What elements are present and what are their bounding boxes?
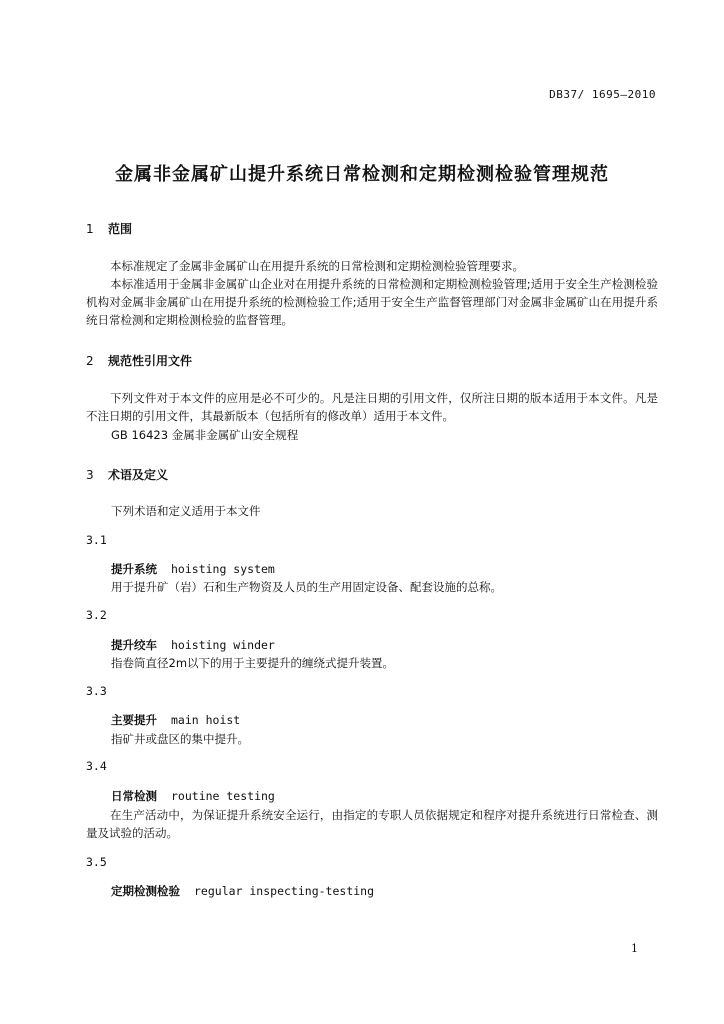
term-entry [111,637,275,653]
term-definition: 指卷筒直径2m以下的用于主要提升的缠绕式提升装置。 [111,656,395,670]
normative-reference: GB 16423 金属非金属矿山安全规程 [111,428,299,442]
term-english: routine testing [171,789,275,803]
section-title: 规范性引用文件 [108,354,193,368]
term-chinese: 提升系统 [111,562,157,576]
term-chinese: 提升绞车 [111,638,157,652]
term-entry [111,712,240,728]
term-chinese: 日常检测 [111,789,157,803]
term-number: 3.5 [86,855,107,869]
term-english: regular inspecting-testing [194,884,375,898]
section-3-intro: 下列术语和定义适用于本文件 [111,504,261,518]
section-title: 范围 [108,222,133,236]
term-definition: 指矿井或盘区的集中提升。 [111,732,249,746]
section-1-heading [86,220,132,237]
section-title: 术语及定义 [108,468,169,482]
term-english: hoisting system [171,562,275,576]
section-1-paragraph-1: 本标准规定了金属非金属矿山在用提升系统的日常检测和定期检测检验管理要求。 [110,259,524,273]
term-entry [111,561,275,577]
term-number: 3.1 [86,533,107,547]
term-entry [111,883,374,899]
term-english: hoisting winder [171,638,275,652]
page-number: 1 [631,942,638,955]
section-3-heading [86,466,168,483]
term-chinese: 主要提升 [111,713,157,727]
section-number: 1 [86,222,94,236]
term-number: 3.4 [86,759,107,773]
document-title: 金属非金属矿山提升系统日常检测和定期检测检验管理规范 [115,164,609,185]
section-2-paragraph-1: 下列文件对于本文件的应用是必不可少的。凡是注日期的引用文件，仅所注日期的版本适用于本文件。凡是不注日期的引用文件，其最新版本（包括所有的修改单）适用于本文件。 [86,391,658,423]
standard-code: DB37/ 1695—2010 [549,88,656,101]
section-1-paragraph-2: 本标准适用于金属非金属矿山企业对在用提升系统的日常检测和定期检测检验管理;适用于安全生产检测检验机构对金属非金属矿山在用提升系统的检测检验工作;适用于安全生产监督管理部门对金属非金属矿山在用提升系统日常检测和定期检测检验的监督管理。 [86,277,658,327]
term-chinese: 定期检测检验 [111,884,180,898]
section-2-heading [86,352,192,369]
term-entry [111,788,275,804]
term-definition: 用于提升矿（岩）石和生产物资及人员的生产用固定设备、配套设施的总称。 [111,580,502,594]
term-definition: 在生产活动中，为保证提升系统安全运行，由指定的专职人员依据规定和程序对提升系统进行日常检查、测量及试验的活动。 [86,808,658,840]
section-number: 3 [86,468,94,482]
term-number: 3.3 [86,684,107,698]
term-english: main hoist [171,713,241,727]
section-number: 2 [86,354,94,368]
term-number: 3.2 [86,608,107,622]
